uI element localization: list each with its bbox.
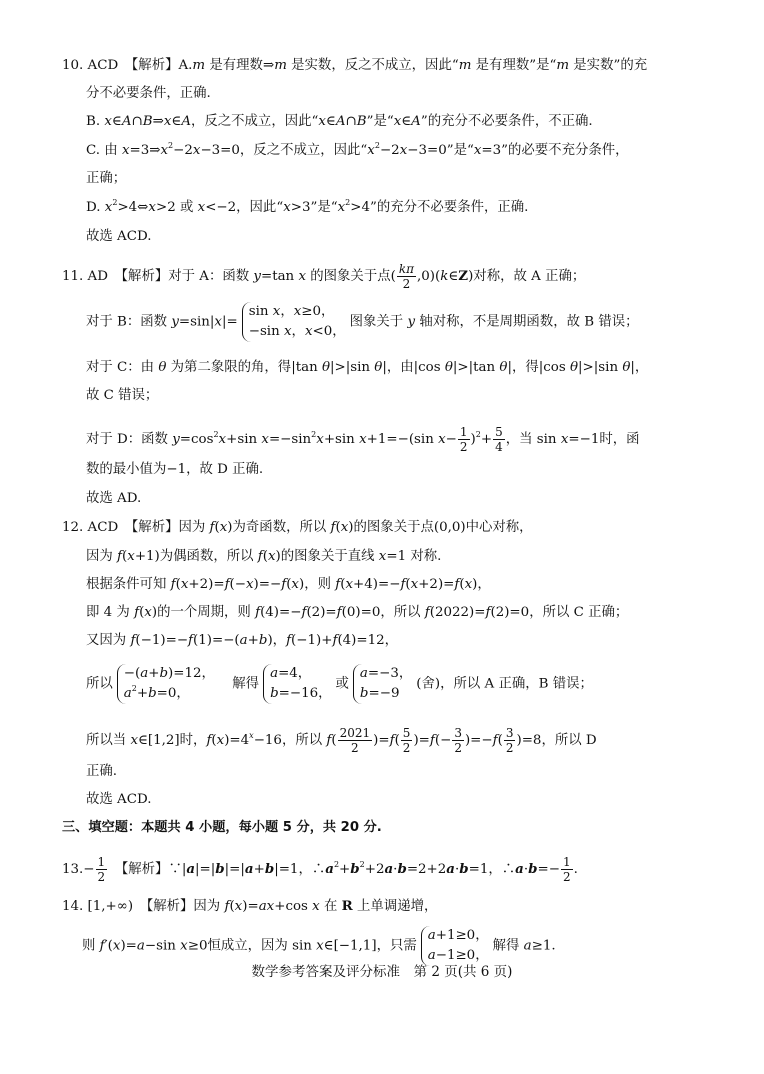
q14-line-1: 14. [1,+∞) 【解析】因为 f(x)=ax+cos x 在 R 上单调递增， xyxy=(62,898,438,914)
q12-line-4: 即 4 为 f(x)的一个周期，则 f(4)=−f(2)=f(0)=0，所以 f(2022)=f(2)=0，所以 C 正确； xyxy=(86,605,629,620)
section-3-heading: 三、填空题：本题共 4 小题，每小题 5 分，共 20 分. xyxy=(62,820,382,835)
system-solution-2: a=−3， b=−9 xyxy=(353,664,412,704)
fraction-one-half: $\frac{1}{2}$ xyxy=(459,425,468,454)
fraction-answer-13: $\frac{1}{2}$ xyxy=(97,855,106,884)
q12-line-7-cont: 正确. xyxy=(86,764,118,779)
q10-line-a-cont: 分不必要条件，正确. xyxy=(86,86,211,101)
q11-line-c-cont: 故 C 错误； xyxy=(86,388,159,403)
system-inequalities: a+1≥0， a−1≥0， xyxy=(421,926,489,966)
fraction-five-fourths: $\frac{5}{4}$ xyxy=(495,425,503,454)
page-footer: 数学参考答案及评分标准 第 2 页(共 6 页) xyxy=(251,964,513,980)
fraction-one-half-b: $\frac{1}{2}$ xyxy=(562,855,571,884)
q11-line-d-cont: 数的最小值为−1，故 D 正确. xyxy=(86,462,264,477)
q11-conclusion: 故选 AD. xyxy=(86,491,142,506)
q12-line-7: 所以当 x∈[1,2]时，$f(x)=4^x-16$，所以 f( $\frac{2021}{2}$ )=f( $\frac{5}{2}$ )=f(− $\frac{3}{2}$ )=−f( $\frac{3}{2}$ )=8，所以 D xyxy=(86,726,597,755)
q10-line-c: C. 由 $x=3\Rightarrow x^2-2x-3=0$，反之不成立，因此“$x^2-2x-3=0$”是“x=3”的必要不充分条件， xyxy=(86,141,629,158)
system-solution-1: a=4， b=−16， xyxy=(263,664,331,704)
system-given: −(a+b)=12， $a^2+b=0$， xyxy=(117,664,215,704)
q12-line-3: 根据条件可知 f(x+2)=f(−x)=−f(x)，则 f(x+4)=−f(x+2)=f(x)， xyxy=(86,577,491,592)
fraction-3-over-2: $\frac{3}{2}$ xyxy=(454,726,462,755)
q11-line-c: 对于 C：由 θ 为第二象限的角，得|tan θ|>|sin θ|，由|cos θ|>|tan θ|，得|cos θ|>|sin θ|， xyxy=(86,360,649,375)
q12-line-2: 因为 f(x+1)为偶函数，所以 f(x)的图象关于直线 x=1 对称. xyxy=(86,549,442,564)
q12-line-5: 又因为 f(−1)=−f(1)=−(a+b)，f(−1)+f(4)=12， xyxy=(86,633,399,648)
q10-line-d: D. $x^2>4\Leftrightarrow x>2$ 或 x<−2，因此“x>3”是“$x^2>4$”的充分不必要条件，正确. xyxy=(86,198,529,215)
q12-line-6: 所以 −(a+b)=12， $a^2+b=0$， 解得 a=4， b=−16， 或 a=−3， b=−9 (舍)，所以 A 正确，B 错误； xyxy=(86,664,593,704)
fraction-3-over-2b: $\frac{3}{2}$ xyxy=(505,726,514,755)
fraction-5-over-2: $\frac{5}{2}$ xyxy=(402,726,411,755)
q12-line-1: 12. ACD 【解析】因为 f(x)为奇函数，所以 f(x)的图象关于点(0,0)中心对称， xyxy=(62,520,533,535)
q11-line-b: 对于 B：函数 y=sin|x|= sin x，x≥0， −sin x，x<0， 图象关于 y 轴对称，不是周期函数，故 B 错误； xyxy=(86,302,639,342)
q11-line-a: 11. AD 【解析】对于 A：函数 y=tan x 的图象关于点( $\frac{k\pi}{2}$ ,0)(k∈Z)对称，故 A 正确； xyxy=(62,262,586,291)
q10-line-b: B. x∈A∩B⇒x∈A，反之不成立，因此“x∈A∩B”是“x∈A”的充分不必要条件，不正确. xyxy=(86,114,593,129)
fraction-2021-over-2: $\frac{2021}{2}$ xyxy=(339,726,371,755)
q10-conclusion: 故选 ACD. xyxy=(86,229,152,244)
piecewise-system-b: sin x，x≥0， −sin x，x<0， xyxy=(242,302,346,342)
fraction-kpi-over-2: $\frac{k\pi}{2}$ xyxy=(398,262,415,291)
q10-line-a: 10. ACD 【解析】A.m 是有理数⇒m 是实数，反之不成立，因此“m 是有理数”是“m 是实数”的充 xyxy=(62,58,648,73)
q11-line-d: 对于 D：函数 $y=\cos^2x+\sin$ $x=-\sin^2x+\sin$ x+1=−(sin x− $\frac{1}{2}$ )$^2$+ $\frac{5}{4}$ ，当 sin x=−1时，函 xyxy=(86,425,640,454)
q12-conclusion: 故选 ACD. xyxy=(86,792,152,807)
q14-line-2: 则 f′(x)=a−sin x≥0恒成立，因为 sin x∈[−1,1]，只需 a+1≥0， a−1≥0， 解得 a≥1. xyxy=(82,926,556,966)
q13-line: 13.− $\frac{1}{2}$ 【解析】∵|a|=|b|=|a+b|=1，$\therefore a^2+b^2+2a\cdot b=2+2a\cdot b=1$，∴a·b=− $\frac{1}{2}$ . xyxy=(62,855,578,884)
q10-line-c-cont: 正确； xyxy=(86,171,127,186)
